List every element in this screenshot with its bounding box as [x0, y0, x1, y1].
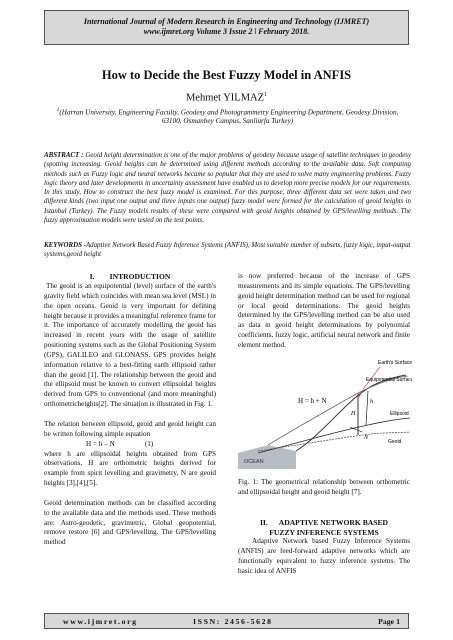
author-name [0, 92, 453, 104]
figure-1 [238, 357, 412, 469]
figure-1-caption: Fig. 1: The geometrical relationship between orthometric and ellipsoidal height and geoid height [7]. [238, 478, 410, 496]
abstract-label: ABSTRACT : [44, 152, 84, 159]
paper-title: How to Decide the Best Fuzzy Model in ANFIS [101, 68, 352, 82]
label-h: h [370, 399, 373, 405]
intro-paragraph-5: is now preferred because of the increase of GPS measurements and its simple equations. The GPS/levelling geoid height determination method can be used for regional or local geoid determinations. The geoid heights determined by the GPS/levelling method can be also used as data in geoid height determinations by polynomial coefficients, fuzzy logic, artificial neural network and finite element method. [238, 272, 410, 349]
affiliation-sup: 1 [56, 107, 60, 113]
ocean-area [238, 445, 296, 469]
intro-paragraph-3: where h are ellipsoidal heights obtained from GPS observations, H are orthometric heights derived for example from spirit levelling and gravimetry, N are geoid heights [3],[4],[5]. [44, 449, 216, 488]
equipotential-line [268, 376, 408, 445]
intro-paragraph-4: Geoid determination methods can be classified according to the available data and the methods used. These methods are: Astro-geodetic, gravimetric, Global geopotential, remove restore [6] and GPS/levelling. The GPS/levelling method [44, 498, 216, 547]
keywords [44, 241, 411, 260]
section-2 [238, 518, 410, 576]
intro-paragraph-1: The geoid is an equipotential (level) surface of the earth's gravity field which coincides with mean sea level (MSL) in the open oceans. Geoid is very important for defining height because it provides a meaningful reference frame for it. The importance of accurately modelling the geoid has increased in recent years with the usage of satellite positioning systems such as the Global Positioning System (GPS), GALILEO and GLONASS. GPS provides height information relative to a best-fitting earth ellipsoid rather than the geoid [1]. The relationship between the geoid and the ellipsoid must be known to convert ellipsoidal heights derived from GPS to conventional (and more meaningful) orthometricheights[2]. The situation is illustrated in Fig. 1. [44, 282, 216, 409]
affiliation-text: (Harran University, Engineering Faculty, Geodesy and Photogrammetry Engineering Department, Geodesy Division, 63100, Osmanbey Campus, Sanliurfa Turkey) [59, 108, 399, 126]
ocean-label: OCEAN [244, 459, 264, 465]
journal-header [44, 10, 409, 45]
page-number: Page 1 [378, 617, 400, 626]
label-N: N [364, 435, 369, 441]
geoid-diagram [238, 357, 412, 469]
geoid-label: Geoid [388, 439, 402, 445]
keywords-label: KEYWORDS - [44, 242, 86, 249]
page-footer [44, 613, 409, 629]
footer-url: www.ijmret.org [63, 617, 138, 626]
right-column-top [238, 272, 410, 351]
equation-1 [44, 440, 216, 450]
journal-issue: www.ijmret.org Volume 3 Issue 2 ǀ February 2018. [143, 27, 310, 36]
ellipsoid-label: Ellipsoid [390, 411, 409, 417]
abstract [44, 151, 411, 225]
journal-name: International Journal of Modern Research in Engineering and Technology (IJMRET) [83, 17, 370, 26]
equipotential-label: Equipotential Surface [366, 377, 412, 383]
footer-issn: ISSN: 2456-5628 [193, 617, 273, 626]
section-2-heading-line1: II. ADAPTIVE NETWORK BASED [259, 518, 389, 527]
left-column [44, 272, 216, 548]
section-2-paragraph: Adaptive Network based Fuzzy Inference Systems (ANFIS) are feed-forward adaptive networks which are functionally equivalent to fuzzy inference systems. The basic idea of ANFIS [238, 537, 410, 575]
keywords-text: Adaptive Network Based Fuzzy Inference Systems (ANFIS), Most suitable number of subsets, fuzzy logic, input-output systems,geoid height [44, 242, 411, 259]
abstract-text: Geoid height determination is one of the major problems of geodesy because usage of satellite techniques in geodesy (spotting increasing. Geoid heights can be determined using different methods according to the available data. Soft computing methods such as Fuzzy logic and neural networks became so popular that they are used to solve many engineering problems. Fuzzy logic theory and later developments in uncertainty assessment have enabled us to develop more precise models for our requirements. In this study, How to construct the best fuzzy model is examined. For this purpose, three different data set were taken and two different kinds (two input one output and three inputs one output) fuzzy model were formed for the calculation of geoid heights in Istanbul (Turkey). The Fuzzy models results of these were compared with geoid heights obtained by GPS/levelling methods. The fuzzy approximation models were tested on the test points. [44, 152, 412, 225]
equation-1-text: H = h – N [86, 439, 115, 448]
section-2-heading-line2: FUZZY INFERENCE SYSTEMS [269, 527, 379, 537]
figure-equation: H = h + N [298, 397, 327, 405]
intro-paragraph-2: The relation between ellipsoid, geoid and geoid height can be written following simple equation [44, 419, 216, 438]
section-1-heading: I. INTRODUCTION [89, 272, 171, 281]
earth-surface-label: Earth's Surface [378, 360, 412, 366]
author-sup: 1 [264, 92, 268, 98]
height-line-H [366, 391, 368, 425]
affiliation [55, 106, 400, 126]
point-p [358, 394, 361, 397]
equation-1-number: (1) [144, 439, 154, 448]
author-name-text: Mehmet YILMAZ [185, 92, 265, 104]
label-H: H [351, 411, 356, 417]
